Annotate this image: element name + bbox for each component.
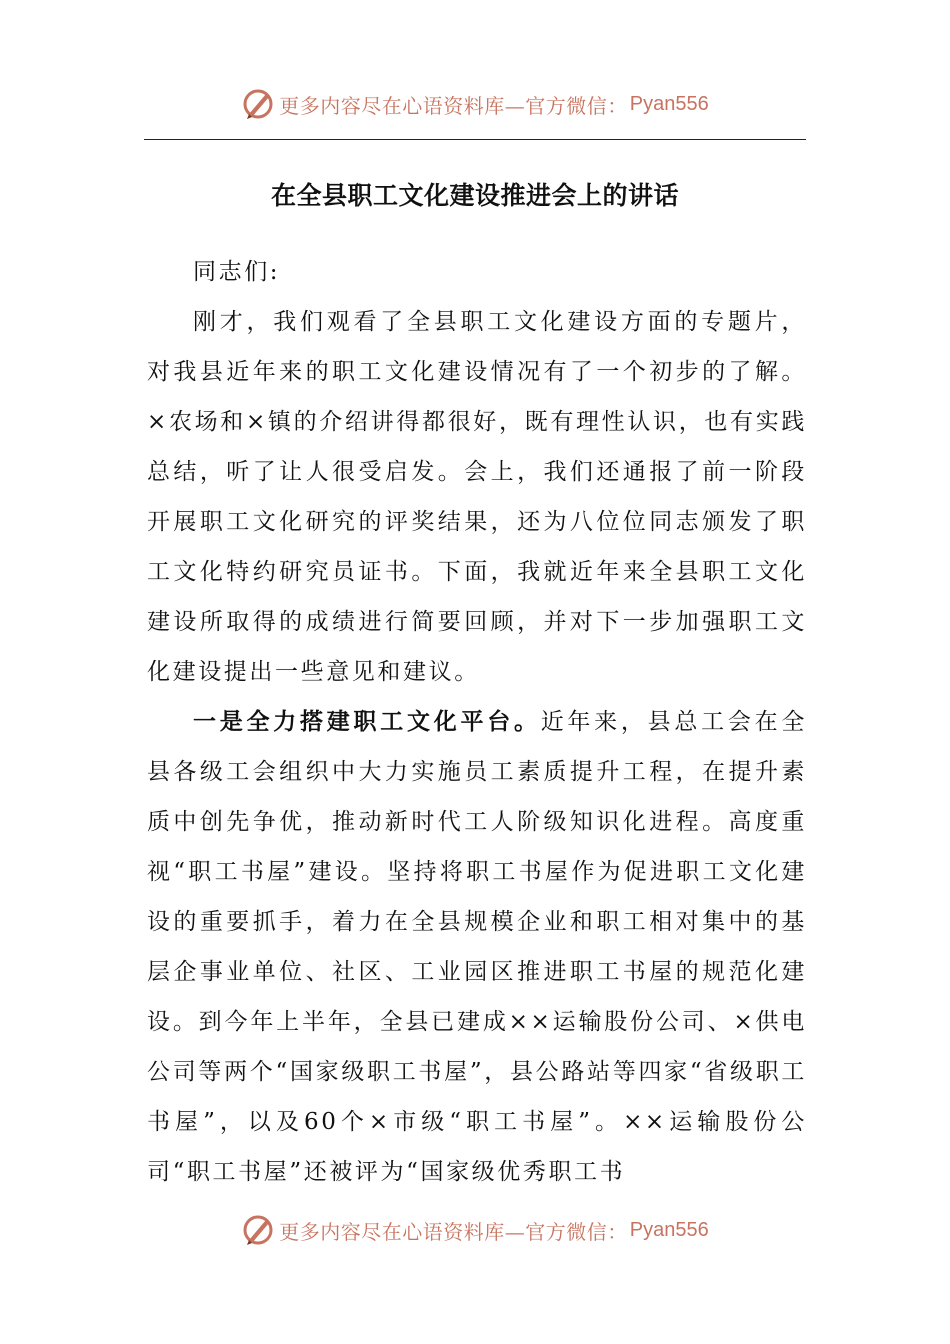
header-wechat-id: Pyan556 xyxy=(629,92,709,115)
pen-circle-logo-icon xyxy=(241,1213,275,1247)
document-body xyxy=(147,247,807,1197)
paragraph-2-lead: 一是全力搭建职工文化平台。 xyxy=(193,708,541,735)
header-banner-text: 更多内容尽在心语资料库—官方微信： xyxy=(279,93,628,118)
paragraph-2-text: 近年来，县总工会在全县各级工会组织中大力实施员工素质提升工程，在提升素质中创先争优，推动新时代工人阶级知识化进程。高度重视“职工书屋”建设。坚持将职工书屋作为促进职工文化建设的重要抓手，着力在全县规模企业和职工相对集中的基层企事业单位、社区、工业园区推进职工书屋的规范化建设。到今年上半年，全县已建成××运输股份公司、×供电公司等两个“国家级职工书屋”，县公路站等四家“省级职工书屋”，以及60个×市级“职工书屋”。××运输股份公司“职工书屋”还被评为“国家级优秀职工书 xyxy=(147,709,807,1185)
footer-banner xyxy=(0,1210,950,1250)
pen-circle-logo-icon xyxy=(241,87,275,121)
footer-wechat-id: Pyan556 xyxy=(629,1218,709,1241)
paragraph-1 xyxy=(147,297,807,697)
header-rule xyxy=(144,139,806,140)
salutation: 同志们: xyxy=(193,259,281,285)
document-title: 在全县职工文化建设推进会上的讲话 xyxy=(270,181,679,210)
footer-banner-text: 更多内容尽在心语资料库—官方微信： xyxy=(279,1219,628,1244)
paragraph-1-text: 刚才，我们观看了全县职工文化建设方面的专题片，对我县近年来的职工文化建设情况有了一个初步的了解。×农场和×镇的介绍讲得都很好，既有理性认识，也有实践总结，听了让人很受启发。会上，我们还通报了前一阶段开展职工文化研究的评奖结果，还为八位位同志颁发了职工文化特约研究员证书。下面，我就近年来全县职工文化建设所取得的成绩进行简要回顾，并对下一步加强职工文化建设提出一些意见和建议。 xyxy=(147,309,807,685)
paragraph-2 xyxy=(147,697,807,1197)
header-banner xyxy=(0,84,950,124)
